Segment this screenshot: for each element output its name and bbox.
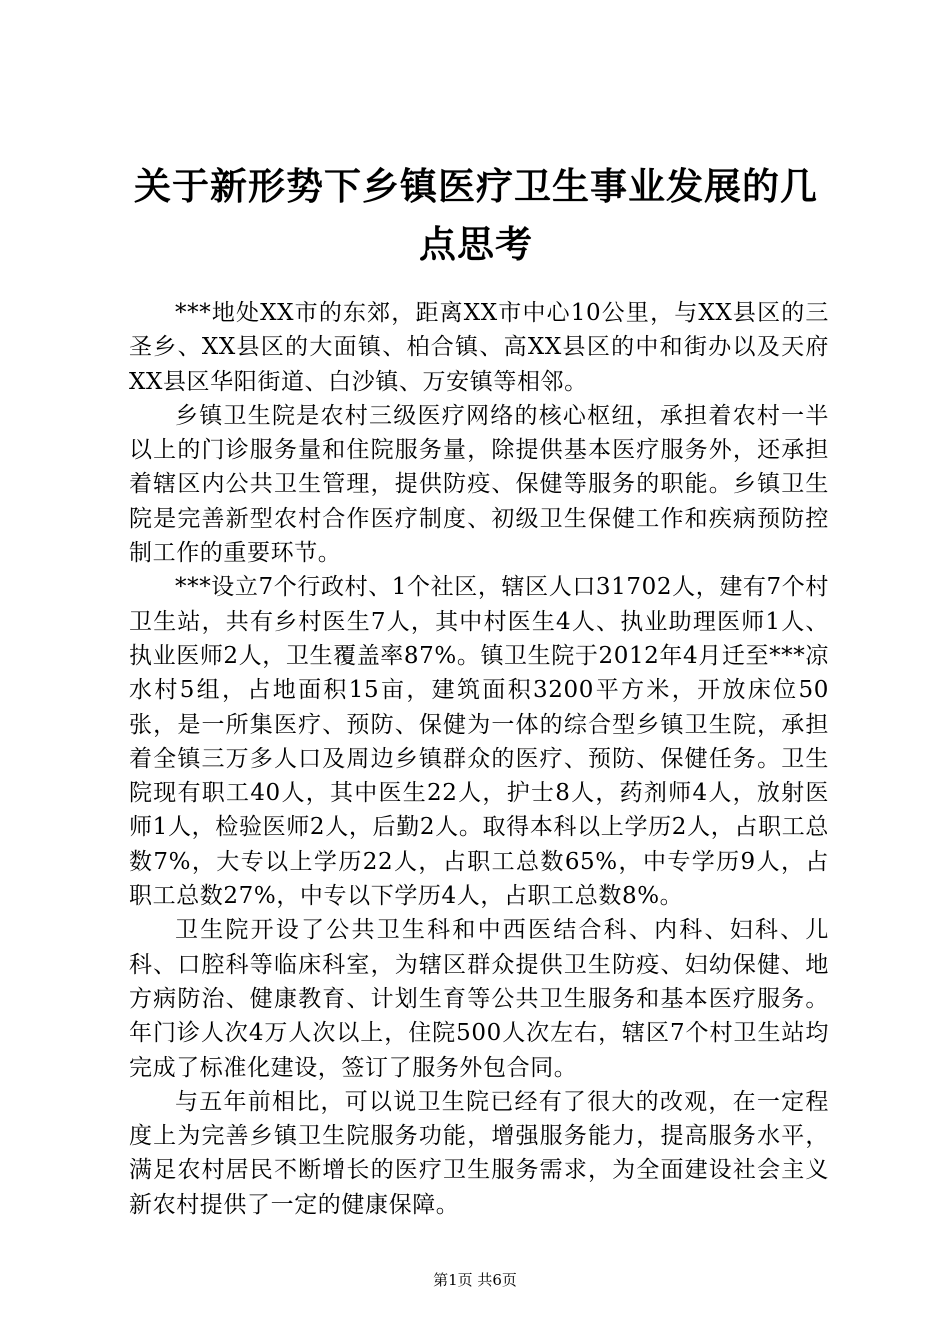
- document-body: [129, 296, 829, 1222]
- page-number-footer: 第1页 共6页: [433, 1271, 517, 1289]
- paragraph-location: ***地处XX市的东郊，距离XX市中心10公里，与XX县区的三圣乡、XX县区的大面镇、柏合镇、高XX县区的中和街办以及天府XX县区华阳街道、白沙镇、万安镇等相邻。: [129, 300, 829, 395]
- paragraph-overview: ***设立7个行政村、1个社区，辖区人口31702人，建有7个村卫生站，共有乡村医生7人，其中村医生4人、执业助理医师1人、执业医师2人，卫生覆盖率87%。镇卫生院于2012年4月迁至***凉水村5组，占地面积15亩，建筑面积3200平方米，开放床位50张，是一所集医疗、预防、保健为一体的综合型乡镇卫生院，承担着全镇三万多人口及周边乡镇群众的医疗、预防、保健任务。卫生院现有职工40人，其中医生22人，护士8人，药剂师4人，放射医师1人，检验医师2人，后勤2人。取得本科以上学历2人，占职工总数7%，大专以上学历22人，占职工总数65%，中专学历9人，占职工总数27%，中专以下学历4人，占职工总数8%。: [129, 574, 829, 910]
- paragraph-progress: 与五年前相比，可以说卫生院已经有了很大的改观，在一定程度上为完善乡镇卫生院服务功能，增强服务能力，提高服务水平，满足农村居民不断增长的医疗卫生服务需求，为全面建设社会主义新农村提供了一定的健康保障。: [129, 1088, 829, 1218]
- document-title: 关于新形势下乡镇医疗卫生事业发展的几点思考: [134, 165, 818, 266]
- paragraph-role: 乡镇卫生院是农村三级医疗网络的核心枢纽，承担着农村一半以上的门诊服务量和住院服务量，除提供基本医疗服务外，还承担着辖区内公共卫生管理，提供防疫、保健等服务的职能。乡镇卫生院是完善新型农村合作医疗制度、初级卫生保健工作和疾病预防控制工作的重要环节。: [129, 402, 829, 567]
- paragraph-services: 卫生院开设了公共卫生科和中西医结合科、内科、妇科、儿科、口腔科等临床科室，为辖区群众提供卫生防疫、妇幼保健、地方病防治、健康教育、计划生育等公共卫生服务和基本医疗服务。年门诊人次4万人次以上，住院500人次左右，辖区7个村卫生站均完成了标准化建设，签订了服务外包合同。: [129, 917, 829, 1081]
